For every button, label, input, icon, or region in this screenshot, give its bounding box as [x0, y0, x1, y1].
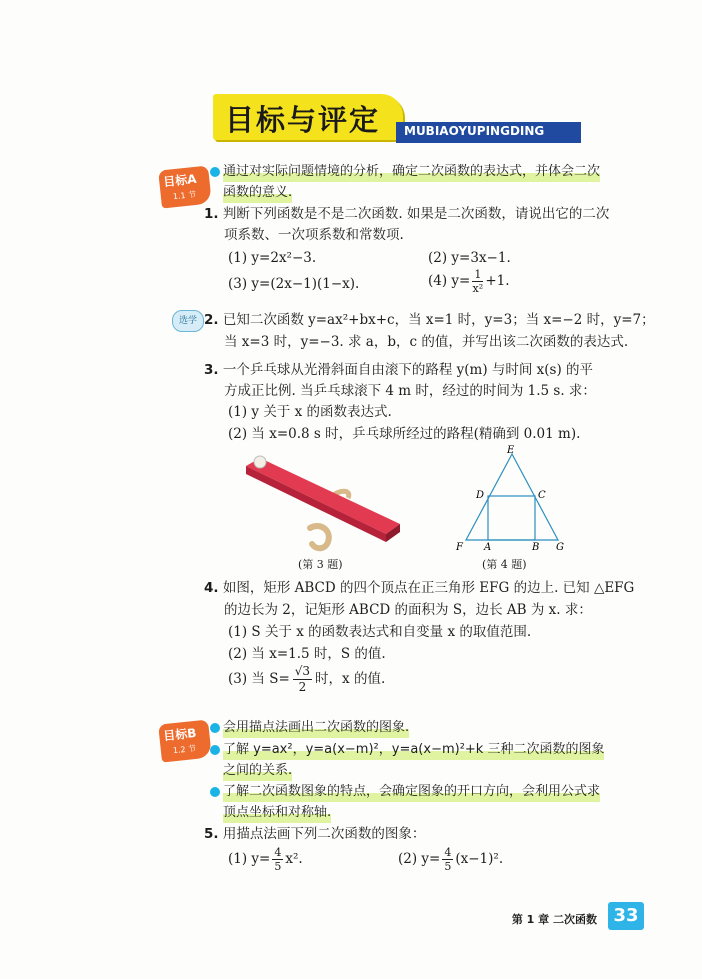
bullet-icon [210, 787, 220, 797]
q5-p2-denominator: 5 [444, 860, 452, 873]
goal-b-text-2b: 之间的关系. [223, 761, 292, 781]
q1-part-3: (3) y=(2x−1)(1−x). [228, 276, 360, 292]
q1-part-4 [428, 268, 510, 295]
q1-part-4-suffix: +1. [485, 273, 510, 289]
q5-p2-numerator: 4 [444, 846, 452, 859]
q4-part-3 [228, 664, 385, 695]
q2-number: 2. [204, 312, 219, 328]
q3-part-1: (1) y 关于 x 的函数表达式. [228, 404, 392, 420]
goal-b-text-3a: 了解二次函数图象的特点，会确定图象的开口方向，会利用公式求 [223, 782, 600, 802]
page-number: 33 [608, 902, 644, 930]
goal-b-text-1: 会用描点法画出二次函数的图象. [223, 718, 409, 738]
fig3-caption: (第 3 题) [298, 558, 343, 571]
q3-line-2: 方成正比例. 当乒乓球滚下 4 m 时，经过的时间为 1.5 s. 求： [224, 383, 596, 399]
q4-part-2: (2) 当 x=1.5 时，S 的值. [228, 646, 386, 662]
section-subtitle: MUBIAOYUPINGDING [404, 124, 545, 138]
q2-line-1: 已知二次函数 y=ax²+bx+c，当 x=1 时，y=3；当 x=−2 时，y=7； [222, 312, 655, 328]
q4-line-1: 如图，矩形 ABCD 的四个顶点在正三角形 EFG 的边上. 已知 △EFG [222, 580, 635, 596]
q3-line-1: 一个乒乓球从光滑斜面自由滚下的路程 y(m) 与时间 x(s) 的平 [222, 362, 594, 378]
q1-part-1: (1) y=2x²−3. [228, 250, 317, 266]
label-c: C [538, 490, 546, 501]
goal-a-text-1: 通过对实际问题情境的分析，确定二次函数的表达式，并体会二次 [223, 162, 600, 182]
q4-part-1: (1) S 关于 x 的函数表达式和自变量 x 的取值范围. [228, 624, 532, 640]
q5-part-1-prefix: (1) y= [228, 851, 271, 867]
goal-a-badge [158, 165, 212, 208]
goal-a-text-2: 函数的意义. [223, 183, 292, 203]
ramp-support [310, 526, 329, 548]
goal-a-label: 目标A [162, 171, 198, 190]
label-d: D [476, 490, 485, 501]
q1-line-2: 项系数、一次项系数和常数项. [224, 227, 404, 243]
goal-b-section: 1.2 节 [172, 743, 197, 756]
bullet-icon [210, 167, 220, 177]
ping-pong-ball [254, 456, 266, 468]
q4-part-3-prefix: (3) 当 S= [228, 671, 290, 687]
q1-part-2: (2) y=3x−1. [428, 250, 511, 266]
q5-p1-numerator: 4 [274, 846, 282, 859]
q4-part-3-suffix: 时，x 的值. [315, 671, 386, 687]
goal-b-badge [158, 719, 212, 762]
label-g: G [556, 542, 564, 553]
rectangle-abcd [488, 496, 535, 540]
goal-b-text-3b: 顶点坐标和对称轴. [223, 803, 331, 823]
label-f: F [456, 542, 463, 553]
q5-part-1-suffix: x². [285, 851, 303, 867]
q5-number: 5. [204, 826, 219, 842]
bullet-icon [210, 723, 220, 733]
q2-line-2: 当 x=3 时，y=−3. 求 a，b，c 的值，并写出该二次函数的表达式. [224, 334, 629, 350]
q5-p1-denominator: 5 [274, 860, 282, 873]
goal-b-label: 目标B [162, 725, 198, 744]
ramp-figure [240, 450, 410, 560]
q3-part-2: (2) 当 x=0.8 s 时，乒乓球所经过的路程(精确到 0.01 m). [228, 426, 581, 442]
optional-tag: 选学 [172, 310, 204, 332]
q1-part-4-prefix: (4) y= [428, 273, 471, 289]
triangle-figure [452, 444, 572, 556]
q5-part-2-suffix: (x−1)². [455, 851, 504, 867]
q1-p4-numerator: 1 [474, 268, 482, 281]
q4-p3-denominator: 2 [298, 680, 307, 694]
q5-line-1: 用描点法画下列二次函数的图象： [222, 826, 426, 842]
q4-p3-numerator: √3 [294, 664, 311, 678]
goal-b-text-2a: 了解 y=ax²，y=a(x−m)²，y=a(x−m)²+k 三种二次函数的图象 [223, 740, 604, 760]
q3-number: 3. [204, 362, 219, 378]
goal-a-section: 1.1 节 [172, 189, 197, 202]
q1-line-1: 判断下列函数是不是二次函数. 如果是二次函数，请说出它的二次 [222, 206, 610, 222]
q4-number: 4. [204, 580, 219, 596]
q4-line-2: 的边长为 2，记矩形 ABCD 的面积为 S，边长 AB 为 x. 求： [224, 602, 592, 618]
q1-number: 1. [204, 206, 219, 222]
chapter-footer: 第 1 章 二次函数 [511, 913, 597, 926]
fig4-caption: (第 4 题) [482, 558, 527, 571]
q5-part-2-prefix: (2) y= [398, 851, 441, 867]
q1-p4-denominator: x² [472, 282, 484, 295]
q5-part-1 [228, 846, 303, 873]
section-title: 目标与评定 [225, 103, 381, 137]
label-e: E [507, 445, 515, 456]
label-a: A [484, 542, 492, 553]
ramp-side [246, 466, 386, 542]
ramp-top [246, 458, 400, 534]
label-b: B [532, 542, 540, 553]
q5-part-2 [398, 846, 503, 873]
bullet-icon [210, 745, 220, 755]
